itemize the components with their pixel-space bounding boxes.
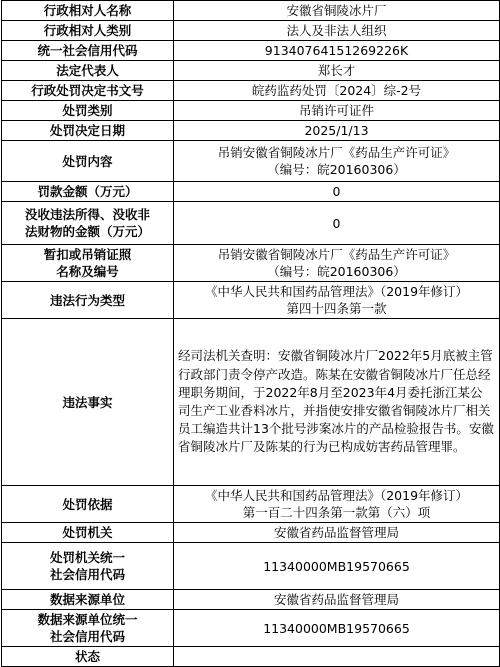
field-label: 行政相对人名称 [2,1,174,21]
field-label: 没收违法所得、没收非 法财物的金额（万元） [2,202,174,245]
field-value: 2025/1/13 [174,121,500,141]
field-value: 吊销许可证件 [174,101,500,121]
field-value [174,647,500,667]
field-label: 处罚机关统一 社会信用代码 [2,543,174,590]
row-credit-code [2,41,500,61]
row-confiscation-amount [2,202,500,245]
row-counterpart-type [2,21,500,41]
row-penalty-authority [2,523,500,543]
row-counterpart-name [2,1,500,21]
field-label: 法定代表人 [2,61,174,81]
field-value: 安徽省铜陵冰片厂 [174,1,500,21]
field-value: 《中华人民共和国药品管理法》（2019年修订） 第四十四条第一款 [174,282,500,319]
field-value: 11340000MB19570665 [174,543,500,590]
field-label: 行政处罚决定书文号 [2,81,174,101]
row-data-source [2,590,500,610]
field-value: 吊销安徽省铜陵冰片厂《药品生产许可证》 （编号：皖20160306） [174,141,500,182]
row-status [2,647,500,667]
field-label: 暂扣或吊销证照 名称及编号 [2,245,174,282]
field-value: 0 [174,202,500,245]
row-violation-facts [2,319,500,486]
row-legal-rep [2,61,500,81]
field-label: 处罚类别 [2,101,174,121]
field-value: 皖药监药处罚〔2024〕综-2号 [174,81,500,101]
field-value: 吊销安徽省铜陵冰片厂《药品生产许可证》 （编号：皖20160306） [174,245,500,282]
field-value: 郑长才 [174,61,500,81]
field-label: 数据来源单位统一 社会信用代码 [2,610,174,647]
field-value: 安徽省药品监督管理局 [174,590,500,610]
field-value: 91340764151269226K [174,41,500,61]
field-label: 行政相对人类别 [2,21,174,41]
row-penalty-type [2,101,500,121]
field-value: 安徽省药品监督管理局 [174,523,500,543]
row-violation-type [2,282,500,319]
field-label: 处罚内容 [2,141,174,182]
row-license-revoked [2,245,500,282]
row-authority-credit-code [2,543,500,590]
field-label: 违法行为类型 [2,282,174,319]
penalty-info-table [1,0,500,667]
field-label: 数据来源单位 [2,590,174,610]
row-fine-amount [2,182,500,202]
field-value: 11340000MB19570665 [174,610,500,647]
field-label: 状态 [2,647,174,667]
row-penalty-basis [2,486,500,523]
field-value: 0 [174,182,500,202]
row-decision-number [2,81,500,101]
field-label: 处罚决定日期 [2,121,174,141]
field-value: 《中华人民共和国药品管理法》（2019年修订） 第一百二十四条第一款第（六）项 [174,486,500,523]
field-label: 违法事实 [2,319,174,486]
row-decision-date [2,121,500,141]
field-label: 处罚依据 [2,486,174,523]
field-value: 经司法机关查明：安徽省铜陵冰片厂2022年5月底被主管行政部门责令停产改造。陈某在安徽省铜陵冰片厂任总经理职务期间，于2022年8月至2023年4月委托浙江某公司生产工业香料冰片，并指使安排安徽省铜陵冰片厂相关员工编造共计13个批号涉案冰片的产品检验报告书。安徽省铜陵冰片厂及陈某的行为已构成妨害药品管理罪。 [174,319,500,486]
row-data-source-credit-code [2,610,500,647]
field-label: 罚款金额（万元） [2,182,174,202]
field-label: 处罚机关 [2,523,174,543]
field-label: 统一社会信用代码 [2,41,174,61]
field-value: 法人及非法人组织 [174,21,500,41]
row-penalty-content [2,141,500,182]
